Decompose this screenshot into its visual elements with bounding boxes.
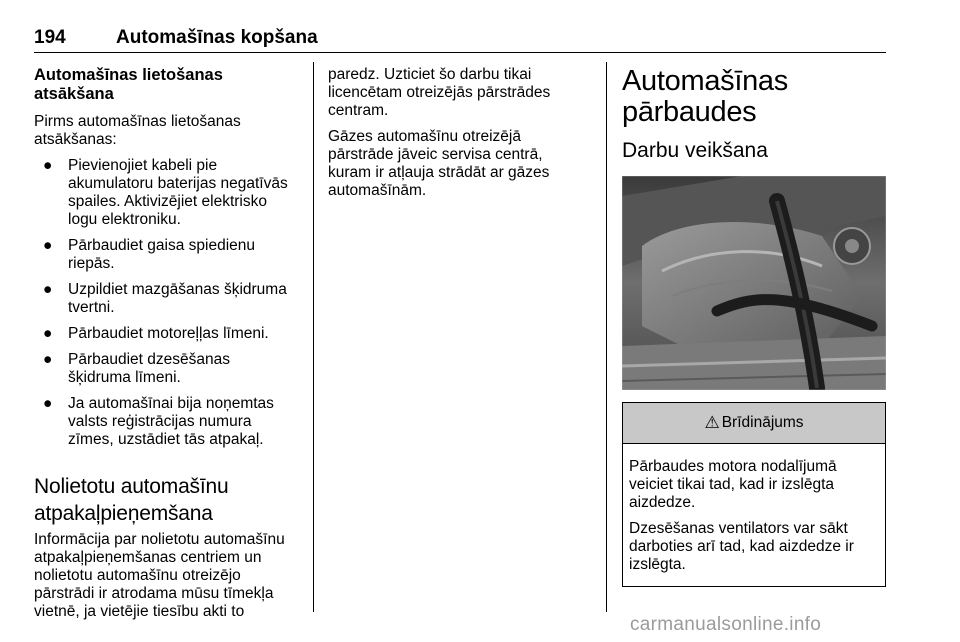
bullet-icon: ● (43, 351, 53, 368)
engine-bay-illustration (622, 176, 886, 390)
bullet-icon: ● (43, 325, 53, 342)
warning-body (623, 444, 885, 586)
page-header (34, 22, 886, 53)
list-item: ● Pārbaudiet motoreļļas līmeni. (43, 325, 269, 342)
warning-paragraph-1: Pārbaudes motora nodalījumā veiciet tikai tad, kad ir izslēgta aizdedze. (629, 458, 837, 511)
section-heading-restart: Automašīnas lietošanas atsākšana (34, 66, 223, 103)
warning-header (623, 403, 885, 444)
bullet-icon: ● (43, 395, 53, 412)
list-item: ● Ja automašīnai bija noņemtas valsts reģistrācijas numura zīmes, uzstādiet tās atpakaļ. (43, 395, 274, 448)
column-3 (622, 66, 886, 587)
list-item: ● Pievienojiet kabeli pie akumulatoru baterijas negatīvās spailes. Aktivizējiet elektrisko logu elektroniku. (43, 157, 288, 228)
chapter-title: Automašīnas kopšana (116, 27, 318, 48)
list-item: ● Pārbaudiet dzesēšanas šķidruma līmeni. (43, 351, 231, 386)
list-item: ● Pārbaudiet gaisa spiedienu riepās. (43, 237, 255, 272)
column-divider-1 (313, 62, 314, 612)
list-item: ● Uzpildiet mazgāšanas šķidruma tvertni. (43, 281, 287, 316)
gas-vehicle-paragraph: Gāzes automašīnu otreizējā pārstrāde jāveic servisa centrā, kuram ir atļauja strādāt ar gāzes automašīnām. (328, 128, 550, 199)
watermark: carmanualsonline.info (630, 614, 822, 635)
section-heading-recycling: Nolietotu automašīnu atpakaļpieņemšana (34, 475, 229, 525)
section-title-vehicle-checks: Automašīnas pārbaudes (622, 65, 788, 128)
column-divider-2 (606, 62, 607, 612)
bullet-icon: ● (43, 281, 53, 298)
restart-checklist (34, 157, 298, 449)
subsection-title-performing-work: Darbu veikšana (622, 139, 768, 162)
warning-paragraph-2: Dzesēšanas ventilators var sākt darboties arī tad, kad aizdedze ir izslēgta. (629, 520, 854, 573)
recycling-paragraph-continued: paredz. Uzticiet šo darbu tikai licencētam otreizējās pārstrādes centram. (328, 66, 551, 119)
warning-triangle-icon: ⚠ (704, 413, 720, 432)
bullet-icon: ● (43, 237, 53, 254)
intro-paragraph: Pirms automašīnas lietošanas atsākšanas: (34, 113, 241, 148)
column-2 (328, 66, 590, 208)
warning-title: Brīdinājums (721, 414, 804, 431)
engine-bay-photo (622, 176, 886, 390)
recycling-paragraph: Informācija par nolietotu automašīnu atpakaļpieņemšanas centriem un nolietotu automašīnu otreizējo pārstrādi ir atrodama mūsu tīmekļa vietnē, ja vietējie tiesību akti to (34, 531, 285, 620)
column-1 (34, 66, 298, 629)
warning-box (622, 402, 886, 587)
page-number: 194 (34, 27, 66, 48)
bullet-icon: ● (43, 157, 53, 174)
